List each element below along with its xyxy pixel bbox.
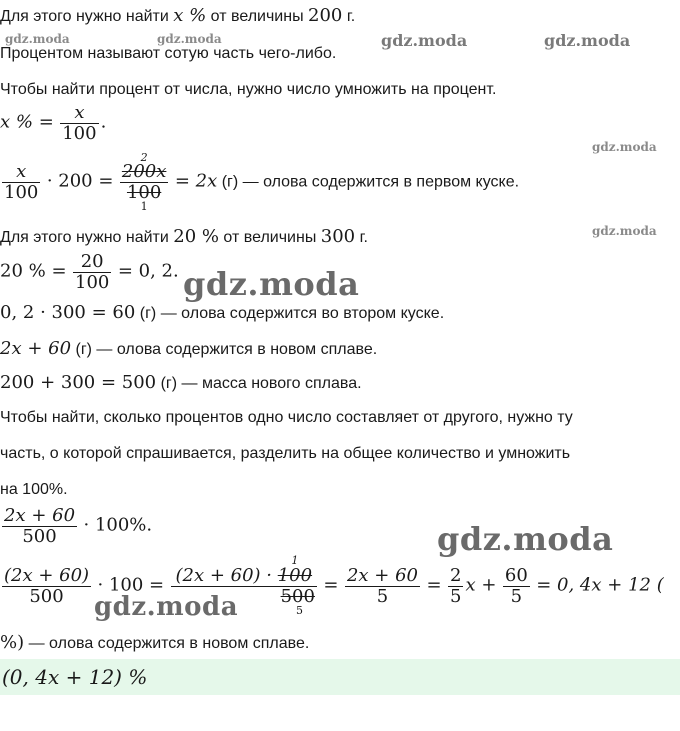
math: . (100, 111, 107, 133)
watermark: gdz.moda (592, 140, 657, 154)
math: 2x + 60 (0, 338, 72, 359)
reduced-value: 5 (295, 604, 303, 617)
reduced-value: 1 (140, 200, 148, 213)
text: (г) — масса нового сплава. (156, 375, 362, 392)
math: = 2x (174, 170, 218, 192)
math: 20 % = (0, 260, 67, 282)
numerator: 2 (450, 565, 462, 586)
text-line-11: Чтобы найти, сколько процентов одно число составляет от другого, нужно ту (0, 409, 573, 426)
math: %) (0, 632, 25, 653)
formula-line-14 (0, 506, 152, 547)
denominator: 100 (4, 182, 39, 203)
answer-box (0, 659, 680, 695)
watermark: gdz.moda (381, 31, 468, 50)
fraction (503, 566, 530, 607)
math: · 100 = (97, 574, 165, 596)
denominator: 5 (376, 586, 389, 607)
text: Для этого нужно найти (0, 8, 174, 25)
numerator: (2x + 60) (4, 565, 90, 586)
denominator: 500 (22, 526, 57, 547)
text-line-1 (0, 6, 355, 27)
fraction (448, 566, 463, 607)
struck-value: 100 (126, 182, 162, 203)
text: г. (355, 229, 368, 246)
reduced-value: 2 (140, 151, 148, 164)
answer-value: (0, 4x + 12) % (2, 665, 148, 689)
text: г. (342, 8, 356, 25)
fraction (60, 103, 98, 144)
numerator (120, 151, 169, 182)
math: = 0, 4x + 12 ( (536, 574, 664, 596)
numerator (173, 554, 314, 586)
math: 0, 2 · 300 = 60 (0, 302, 136, 323)
numerator: x (74, 102, 85, 123)
reduced-value: 1 (291, 554, 299, 567)
text-line-2: Процентом называют сотую часть чего-либо. (0, 45, 337, 62)
text: — олова содержится в новом сплаве. (24, 635, 310, 652)
numerator: 60 (504, 565, 528, 586)
math: 200 (308, 5, 343, 26)
text-line-6 (0, 227, 368, 248)
numerator: 20 (80, 251, 104, 272)
math: · 100%. (83, 514, 153, 536)
watermark: gdz.moda (544, 31, 631, 50)
text: Для этого нужно найти (0, 229, 174, 246)
fraction (73, 252, 111, 293)
denominator: 5 (450, 586, 462, 607)
math: = (323, 574, 339, 596)
math: 200 + 300 = 500 (0, 372, 157, 393)
math: 300 (320, 226, 356, 247)
watermark: gdz.moda (94, 592, 239, 622)
math: = (426, 574, 442, 596)
text: (г) — олова содержится в новом сплаве. (71, 341, 378, 358)
math: = 0, 2. (117, 260, 179, 282)
numerator: 2x + 60 (346, 565, 418, 586)
text-line-12: часть, о которой спрашивается, разделить на общее количество и умножить (0, 445, 571, 462)
text: (г) — олова содержится в первом куске. (217, 173, 520, 191)
denominator (125, 182, 163, 213)
formula-line-5 (0, 151, 520, 213)
struck-value: 500 (280, 586, 315, 607)
math: · 200 = (46, 170, 114, 192)
math: x % (173, 5, 207, 26)
denominator: 100 (75, 272, 110, 293)
struck-value: 100 (277, 565, 313, 586)
text: (г) — олова содержится во втором куске. (135, 305, 445, 322)
watermark: gdz.moda (183, 265, 360, 303)
denominator: 500 (29, 586, 64, 607)
watermark: gdz.moda (157, 32, 222, 46)
formula-line-16 (0, 633, 309, 654)
formula-line-9 (0, 339, 377, 360)
formula-line-8 (0, 303, 444, 324)
fraction (2, 506, 77, 547)
watermark: gdz.moda (592, 224, 657, 238)
formula-line-7 (0, 252, 179, 293)
formula-line-4 (0, 103, 106, 144)
watermark: gdz.moda (437, 520, 614, 558)
math: x % = (0, 111, 54, 133)
math: x + (465, 574, 497, 596)
watermark: gdz.moda (5, 32, 70, 46)
formula-line-10 (0, 373, 362, 394)
numerator: 2x + 60 (4, 505, 76, 526)
fraction (2, 162, 40, 203)
fraction (120, 151, 169, 213)
math: 20 % (173, 226, 219, 247)
denominator: 100 (62, 123, 97, 144)
text-line-3: Чтобы найти процент от числа, нужно число умножить на процент. (0, 81, 497, 98)
math: (2x + 60) · (175, 565, 278, 586)
text: от величины (218, 229, 321, 246)
text-line-13: на 100%. (0, 481, 68, 498)
denominator: 5 (510, 586, 523, 607)
text: от величины (206, 8, 309, 25)
numerator: x (16, 161, 27, 182)
struck-value: 200x (121, 161, 167, 182)
fraction (2, 566, 91, 607)
fraction (345, 566, 420, 607)
